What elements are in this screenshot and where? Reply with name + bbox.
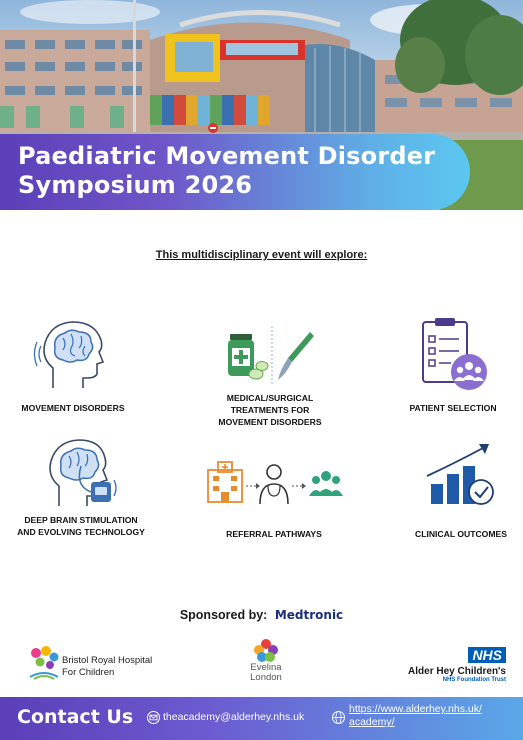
intro-heading: This multidisciplinary event will explore:: [155, 249, 368, 261]
topic-deep-brain-stimulation: [0, 436, 166, 538]
topic-label-line: MOVEMENT DISORDERS: [218, 417, 322, 427]
hero-banner: [0, 0, 523, 210]
clipboard-people-icon: [415, 318, 491, 392]
sponsored-label: Sponsored by:: [179, 608, 268, 622]
topic-patient-selection: [368, 318, 523, 414]
evelina-flower-icon: [251, 638, 281, 664]
title-line-1: Paediatric Movement Disorder: [18, 142, 436, 170]
medtronic-logo: Medtronic: [274, 608, 344, 622]
bristol-royal-hospital-logo: [28, 645, 178, 685]
email-link[interactable]: theacademy@alderhey.nhs.uk: [163, 711, 305, 723]
brain-stimulator-icon: [41, 436, 121, 510]
globe-icon: [332, 711, 345, 724]
topic-label: [185, 392, 355, 428]
contact-heading: Contact Us: [17, 706, 134, 728]
topic-label-line: MEDICAL/SURGICAL: [226, 393, 314, 403]
alder-hey-logo: [398, 647, 506, 687]
email-icon: [147, 711, 160, 724]
evelina-line-2: London: [250, 672, 282, 683]
bristol-name: [62, 655, 152, 679]
topic-label: PATIENT SELECTION: [409, 403, 497, 413]
topic-label: REFERRAL PATHWAYS: [226, 529, 322, 539]
bar-chart-check-icon: [423, 442, 499, 508]
bristol-line-1: Bristol Royal Hospital: [62, 655, 153, 666]
bristol-line-2: For Children: [62, 667, 115, 678]
topic-label-line: AND EVOLVING TECHNOLOGY: [17, 527, 145, 537]
topic-clinical-outcomes: [376, 442, 523, 540]
topic-referral-pathways: [189, 458, 359, 540]
alder-hey-name: Alder Hey Children's: [408, 666, 506, 677]
evelina-line-1: Evelina: [250, 662, 282, 673]
topic-movement-disorders: [0, 318, 158, 414]
topic-label-line: TREATMENTS FOR: [230, 405, 310, 415]
hospital-doctor-group-icon: [204, 458, 344, 508]
brain-head-icon: [33, 318, 113, 392]
topic-label: [0, 514, 166, 538]
topic-label: MOVEMENT DISORDERS: [21, 403, 125, 413]
evelina-name: [236, 663, 296, 683]
nhs-badge: NHS: [468, 647, 506, 663]
bristol-balloons-icon: [28, 645, 60, 681]
website-link[interactable]: [349, 703, 519, 729]
title-line-2: Symposium 2026: [18, 171, 253, 199]
website-line-2: academy/: [349, 716, 395, 728]
topic-label-line: DEEP BRAIN STIMULATION: [24, 515, 138, 525]
topic-label: CLINICAL OUTCOMES: [415, 529, 507, 539]
evelina-london-logo: [236, 638, 296, 688]
sponsored-line: [0, 608, 523, 622]
contact-footer: [0, 697, 523, 740]
website-line-1: https://www.alderhey.nhs.uk/: [349, 703, 482, 715]
page-title: [18, 142, 478, 200]
alder-hey-trust: NHS Foundation Trust: [442, 677, 506, 683]
topic-medical-surgical: [185, 326, 355, 428]
medicine-scalpel-icon: [220, 326, 320, 386]
